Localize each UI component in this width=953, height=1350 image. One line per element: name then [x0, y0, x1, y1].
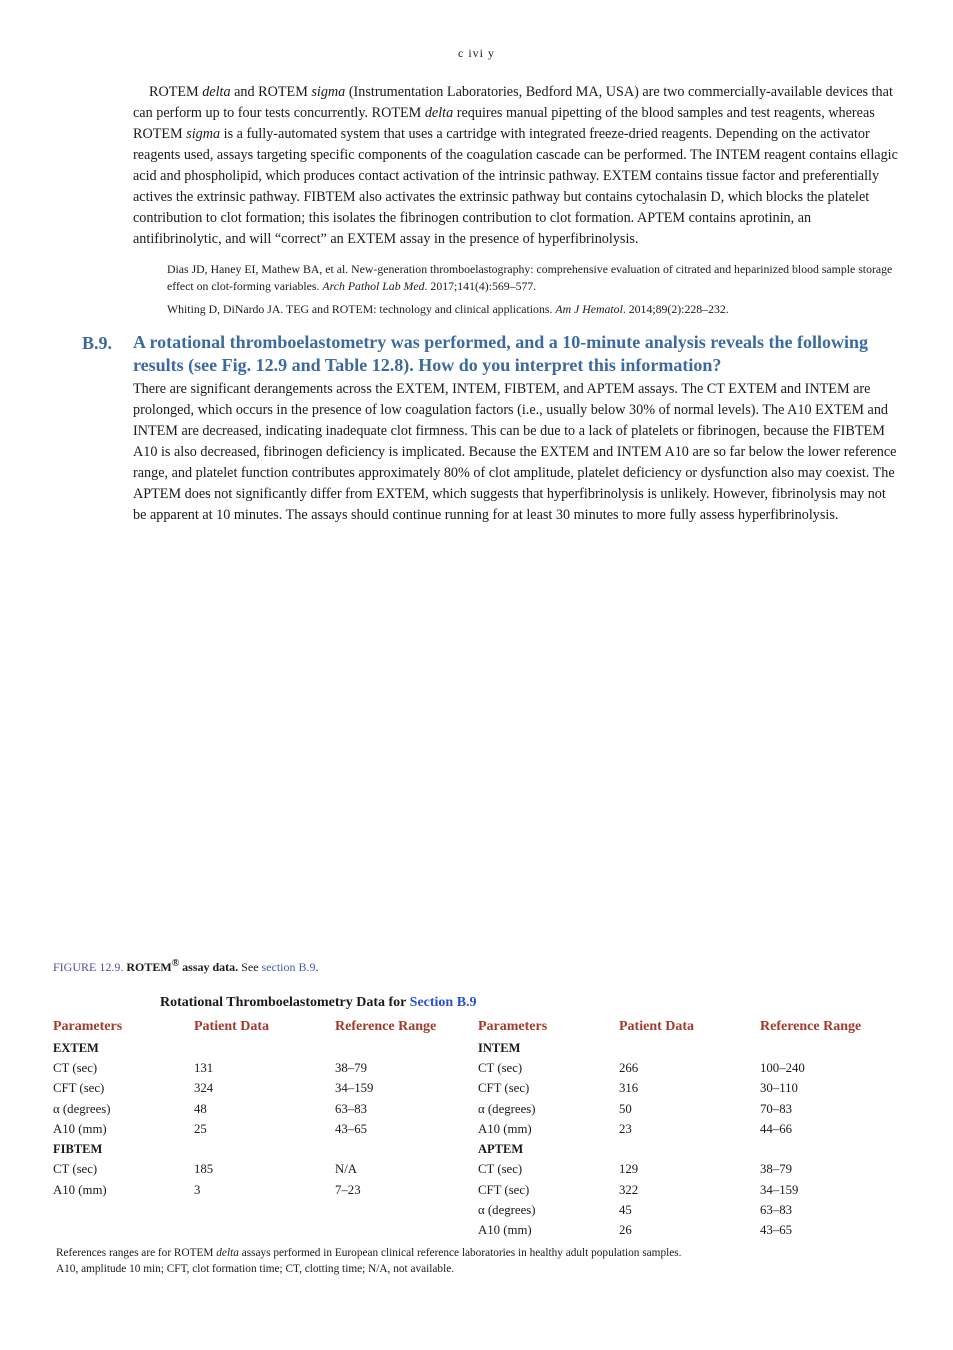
- table-cell: CFT (sec): [478, 1081, 530, 1096]
- table-cell: A10 (mm): [53, 1182, 107, 1197]
- table-cell: 25: [194, 1121, 207, 1136]
- group-fibtem: FIBTEM: [53, 1142, 103, 1157]
- table-cell: [619, 1038, 760, 1058]
- table-row: [53, 1180, 900, 1200]
- header-patient-data: Patient Data: [619, 1019, 695, 1034]
- section-link[interactable]: section B.9: [261, 960, 316, 974]
- table-footnote: References ranges are for ROTEM delta assays performed in European clinical reference laboratories in healthy adult population samples.: [56, 1247, 682, 1259]
- table-row: [53, 1058, 900, 1078]
- table-cell: [194, 1139, 335, 1159]
- reference-list: [167, 261, 897, 325]
- reference-item: Whiting D, DiNardo JA. TEG and ROTEM: technology and clinical applications. Am J Hematol. 2014;89(2):228–232.: [167, 302, 729, 316]
- table-cell: 129: [619, 1162, 639, 1177]
- table-cell: 45: [619, 1203, 632, 1218]
- question-title: A rotational thromboelastometry was performed, and a 10-minute analysis reveals the following results (see Fig. 12.9 and Table 12.8). How do you interpret this information?: [133, 332, 868, 375]
- table-cell: [53, 1221, 194, 1241]
- table-header-row: [53, 1016, 900, 1038]
- table-row: [53, 1200, 900, 1220]
- table-cell: [194, 1221, 335, 1241]
- header-patient-data: Patient Data: [194, 1019, 270, 1034]
- group-extem: EXTEM: [53, 1040, 99, 1055]
- table-cell: A10 (mm): [53, 1121, 107, 1136]
- header-parameters: Parameters: [53, 1019, 123, 1034]
- table-cell: [335, 1221, 478, 1241]
- header-reference-range: Reference Range: [335, 1019, 437, 1034]
- table-cell: 70–83: [760, 1101, 792, 1116]
- table-cell: A10 (mm): [478, 1223, 532, 1238]
- header-parameters: Parameters: [478, 1019, 548, 1034]
- figure-caption: FIGURE 12.9. ROTEM® assay data. See section B.9.: [53, 958, 319, 974]
- table-cell: A10 (mm): [478, 1121, 532, 1136]
- table-cell: 30–110: [760, 1081, 798, 1096]
- table-cell: [619, 1139, 760, 1159]
- table-cell: 266: [619, 1060, 639, 1075]
- group-aptem: APTEM: [478, 1142, 524, 1157]
- table-cell: 23: [619, 1121, 632, 1136]
- table-cell: 7–23: [335, 1182, 361, 1197]
- table-row: [53, 1139, 900, 1159]
- table-cell: 63–83: [760, 1203, 792, 1218]
- table-cell: 38–79: [335, 1060, 367, 1075]
- table-row: [53, 1221, 900, 1241]
- rotem-data-table: [53, 1016, 900, 1241]
- table-cell: 43–65: [335, 1121, 367, 1136]
- table-cell: 316: [619, 1081, 639, 1096]
- intro-paragraph: ROTEM delta and ROTEM sigma (Instrumentation Laboratories, Bedford MA, USA) are two commercially-available devices that can perform up to four tests concurrently. ROTEM delta requires manual pipetting of the blood samples and test reagents, whereas ROTEM sigma is a fully-automated system that uses a cartridge with integrated freeze-dried reagents. Depending on the activator reagents used, assays targeting specific components of the coagulation cascade can be performed. The INTEM reagent contains ellagic acid and phospholipid, which produces contact activation of the intrinsic pathway. EXTEM contains tissue factor and preferentially actives the extrinsic pathway. FIBTEM also activates the extrinsic pathway but contains cytochalasin D, which blocks the platelet contribution to clot formation; this isolates the fibrinogen contribution to clot formation. APTEM contains aprotinin, an antifibrinolytic, and will “correct” an EXTEM assay in the presence of hyperfibrinolysis.: [133, 84, 898, 247]
- table-cell: N/A: [335, 1162, 358, 1177]
- table-cell: [335, 1139, 478, 1159]
- table-cell: CT (sec): [478, 1060, 523, 1075]
- table-cell: 185: [194, 1162, 214, 1177]
- table-row: [53, 1119, 900, 1139]
- table-cell: 63–83: [335, 1101, 367, 1116]
- table-cell: CFT (sec): [53, 1081, 105, 1096]
- table-cell: 38–79: [760, 1162, 792, 1177]
- table-cell: α (degrees): [478, 1203, 536, 1218]
- table-cell: 131: [194, 1060, 214, 1075]
- table-cell: 100–240: [760, 1060, 805, 1075]
- question-number: B.9.: [82, 333, 113, 353]
- table-title: Rotational Thromboelastometry Data for Section B.9: [160, 995, 477, 1010]
- table-cell: CFT (sec): [478, 1182, 530, 1197]
- table-cell: 34–159: [335, 1081, 374, 1096]
- table-row: [53, 1099, 900, 1119]
- table-cell: [335, 1200, 478, 1220]
- table-cell: 48: [194, 1101, 207, 1116]
- table-cell: 34–159: [760, 1182, 799, 1197]
- table-cell: α (degrees): [478, 1101, 536, 1116]
- table-section-link[interactable]: Section B.9: [409, 995, 477, 1010]
- table-cell: [194, 1200, 335, 1220]
- table-footnotes: [56, 1246, 682, 1277]
- table-cell: 3: [194, 1182, 201, 1197]
- table-cell: 43–65: [760, 1223, 792, 1238]
- table-cell: [194, 1038, 335, 1058]
- table-cell: 26: [619, 1223, 632, 1238]
- table-footnote: A10, amplitude 10 min; CFT, clot formation time; CT, clotting time; N/A, not available.: [56, 1262, 455, 1275]
- answer-paragraph: There are significant derangements across the EXTEM, INTEM, FIBTEM, and APTEM assays. The CT EXTEM and INTEM are prolonged, which occurs in the presence of low coagulation factors (i.e., usually below 30% of normal levels). The A10 EXTEM and INTEM are decreased, indicating inadequate clot firmness. This can be due to a lack of platelets or fibrinogen, because the FIBTEM A10 is also decreased, fibrinogen deficiency is implicated. Because the EXTEM and INTEM A10 are so far below the lower reference range, and platelet function contributes approximately 80% of clot amplitude, platelet deficiency or dysfunction also may coexist. The APTEM does not significantly differ from EXTEM, which suggests that hyperfibrinolysis is unlikely. However, fibrinolysis may not be apparent at 10 minutes. The assays should continue running for at least 30 minutes to more fully assess hyperfibrinolysis.: [133, 381, 897, 523]
- table-cell: [760, 1139, 900, 1159]
- table-row: [53, 1079, 900, 1099]
- table-row: [53, 1160, 900, 1180]
- table-cell: α (degrees): [53, 1101, 111, 1116]
- reference-item: Dias JD, Haney EI, Mathew BA, et al. New-generation thromboelastography: comprehensive evaluation of citrated and heparinized blood sample storage effect on clot-forming variables. Arch Pathol Lab Med. 2017;141(4):569–577.: [167, 262, 893, 293]
- table-cell: 44–66: [760, 1121, 792, 1136]
- running-head: c ivi y: [458, 46, 495, 60]
- table-cell: [53, 1200, 194, 1220]
- group-intem: INTEM: [478, 1040, 521, 1055]
- table-row: [53, 1038, 900, 1058]
- table-cell: 50: [619, 1101, 632, 1116]
- table-cell: [760, 1038, 900, 1058]
- table-cell: CT (sec): [53, 1162, 98, 1177]
- table-cell: [335, 1038, 478, 1058]
- table-cell: 322: [619, 1182, 639, 1197]
- header-reference-range: Reference Range: [760, 1019, 862, 1034]
- table-cell: 324: [194, 1081, 214, 1096]
- table-cell: CT (sec): [53, 1060, 98, 1075]
- table-cell: CT (sec): [478, 1162, 523, 1177]
